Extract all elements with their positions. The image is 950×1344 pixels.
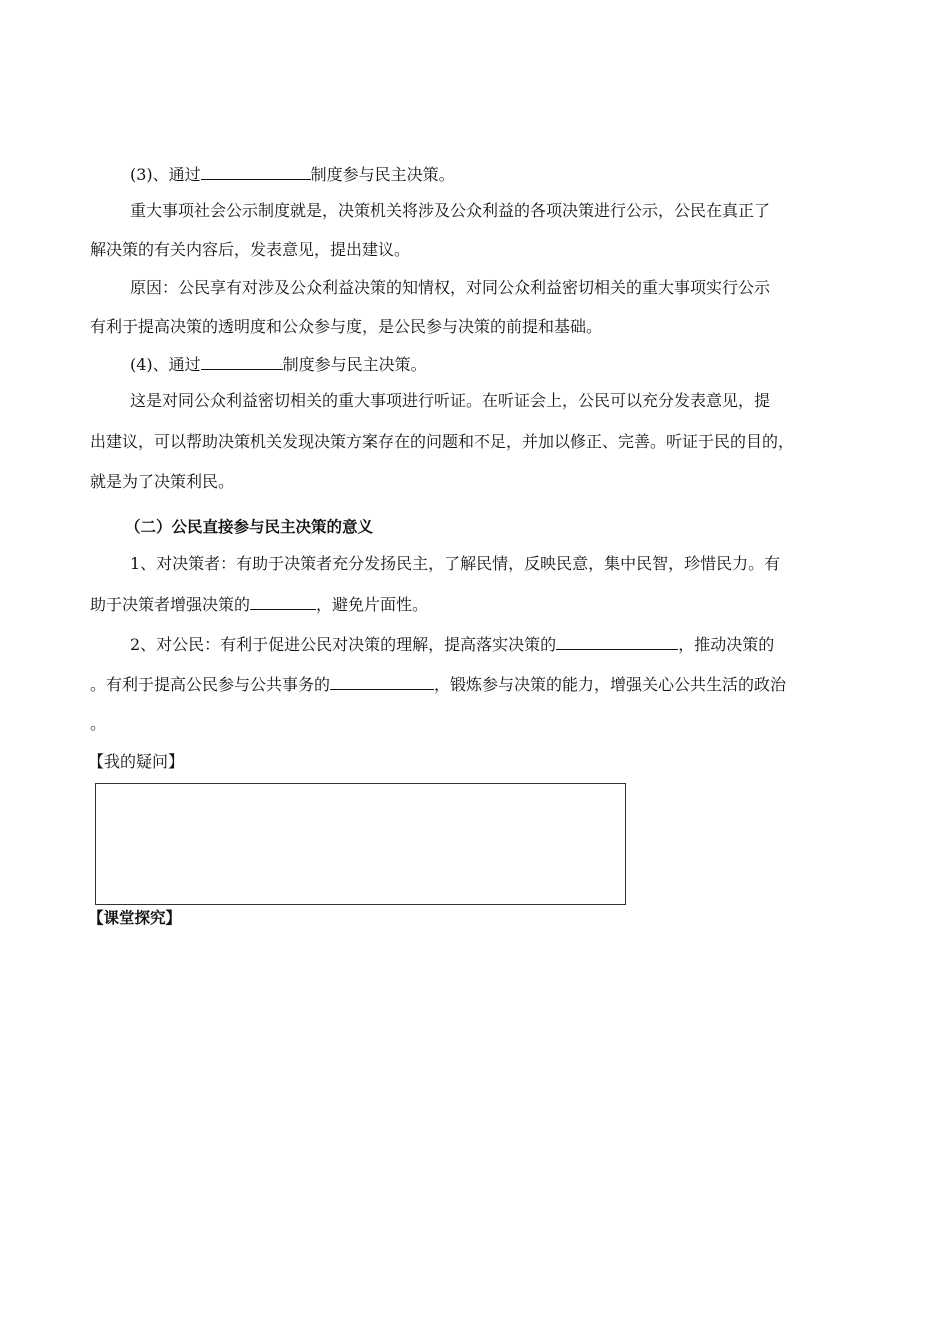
item1-suffix: ，避免片面性。	[316, 595, 429, 614]
section4-para-line1: 这是对同公众利益密切相关的重大事项进行听证。在听证会上，公民可以充分发表意见，提	[130, 391, 771, 410]
significance-item2-line1	[130, 632, 774, 657]
class-inquiry-heading: 【课堂探究】	[88, 909, 182, 927]
section3-para1-line1: 重大事项社会公示制度就是，决策机关将涉及公众利益的各项决策进行公示，公民在真正了	[130, 201, 771, 220]
my-questions-heading: 【我的疑问】	[88, 752, 185, 771]
section4-blank	[201, 352, 283, 370]
significance-item2-line2	[90, 672, 786, 697]
item2-blank1	[556, 632, 678, 650]
significance-item1-line1: 1、对决策者：有助于决策者充分发扬民主，了解民情，反映民意，集中民智，珍惜民力。有	[130, 554, 781, 573]
section4-title	[130, 352, 427, 377]
significance-heading: （二）公民直接参与民主决策的意义	[125, 518, 374, 536]
section4-para-line2: 出建议，可以帮助决策机关发现决策方案存在的问题和不足，并加以修正、完善。听证于民的目的，	[90, 432, 795, 451]
section3-prefix: (3)、通过	[130, 165, 201, 184]
my-questions-box[interactable]	[95, 783, 626, 905]
section3-para2-line2: 有利于提高决策的透明度和公众参与度，是公民参与决策的前提和基础。	[90, 317, 603, 336]
section3-suffix: 制度参与民主决策。	[310, 165, 455, 184]
section4-suffix: 制度参与民主决策。	[282, 355, 427, 374]
item2-blank2	[330, 672, 434, 690]
section4-para-line3: 就是为了决策利民。	[90, 472, 235, 491]
item2-line1-suffix: ，推动决策的	[678, 635, 775, 654]
section3-blank	[201, 162, 311, 180]
section3-title	[130, 162, 455, 187]
item1-blank	[250, 592, 316, 610]
item2-line2-prefix: 。有利于提高公民参与公共事务的	[90, 675, 331, 694]
significance-item1-line2	[90, 592, 428, 617]
significance-item2-line3: 。	[90, 714, 107, 733]
section3-para2-line1: 原因：公民享有对涉及公众利益决策的知情权，对同公众利益密切相关的重大事项实行公示	[130, 278, 771, 297]
section4-prefix: (4)、通过	[130, 355, 201, 374]
item2-line1-prefix: 2、对公民：有利于促进公民对决策的理解，提高落实决策的	[130, 635, 557, 654]
item1-prefix: 助于决策者增强决策的	[90, 595, 251, 614]
item2-line2-suffix: ，锻炼参与决策的能力，增强关心公共生活的政治	[434, 675, 787, 694]
section3-para1-line2: 解决策的有关内容后，发表意见，提出建议。	[90, 240, 411, 259]
